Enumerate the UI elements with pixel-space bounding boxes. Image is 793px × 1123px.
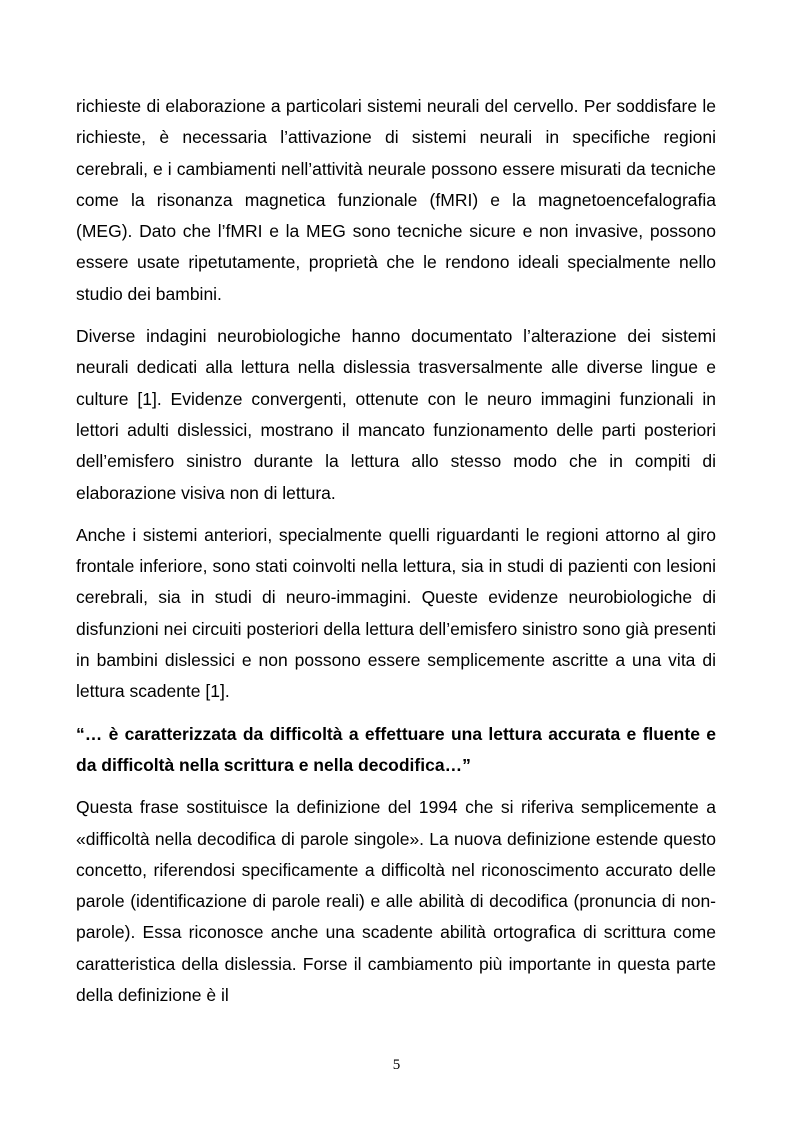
paragraph-definition-1994: Questa frase sostituisce la definizione del 1994 che si riferiva semplicemente a «difficoltà nella decodifica di parole singole». La nuova definizione estende questo concetto, riferendosi specificamente a difficoltà nel riconoscimento accurato delle parole (identificazione di parole reali) e alle abilità di decodifica (pronuncia di non-parole). Essa riconosce anche una scadente abilità ortografica di scrittura come caratteristica della dislessia. Forse il cambiamento più importante in questa parte della definizione è il (76, 797, 716, 1006)
paragraph-neurobiological-studies: Diverse indagini neurobiologiche hanno documentato l’alterazione dei sistemi neurali dedicati alla lettura nella dislessia trasversalmente alle diverse lingue e culture [1]. Evidenze convergenti, ottenute con le neuro immagini funzionali in lettori adulti dislessici, mostrano il mancato funzionamento delle parti posteriori dell’emisfero sinistro durante la lettura allo stesso modo che in compiti di elaborazione visiva non di lettura. (76, 326, 716, 503)
paragraph-anterior-systems: Anche i sistemi anteriori, specialmente quelli riguardanti le regioni attorno al giro frontale inferiore, sono stati coinvolti nella lettura, sia in studi di pazienti con lesioni cerebrali, sia in studi di neuro-immagini. Queste evidenze neurobiologiche di disfunzioni nei circuiti posteriori della lettura dell’emisfero sinistro sono già presenti in bambini dislessici e non possono essere semplicemente ascritte a una vita di lettura scadente [1]. (76, 524, 716, 702)
definition-quote-heading: “… è caratterizzata da difficoltà a effettuare una lettura accurata e fluente e da difficoltà nella scrittura e nella decodifica…” (76, 723, 716, 775)
page-number: 5 (392, 1057, 401, 1073)
body-text (76, 91, 716, 1022)
paragraph-fmri-meg: richieste di elaborazione a particolari sistemi neurali del cervello. Per soddisfare le richieste, è necessaria l’attivazione di sistemi neurali in specifiche regioni cerebrali, e i cambiamenti nell’attività neurale possono essere misurati da tecniche come la risonanza magnetica funzionale (fMRI) e la magnetoencefalografia (MEG). Dato che l’fMRI e la MEG sono tecniche sicure e non invasive, possono essere usate ripetutamente, proprietà che le rendono ideali specialmente nello studio dei bambini. (76, 96, 716, 304)
